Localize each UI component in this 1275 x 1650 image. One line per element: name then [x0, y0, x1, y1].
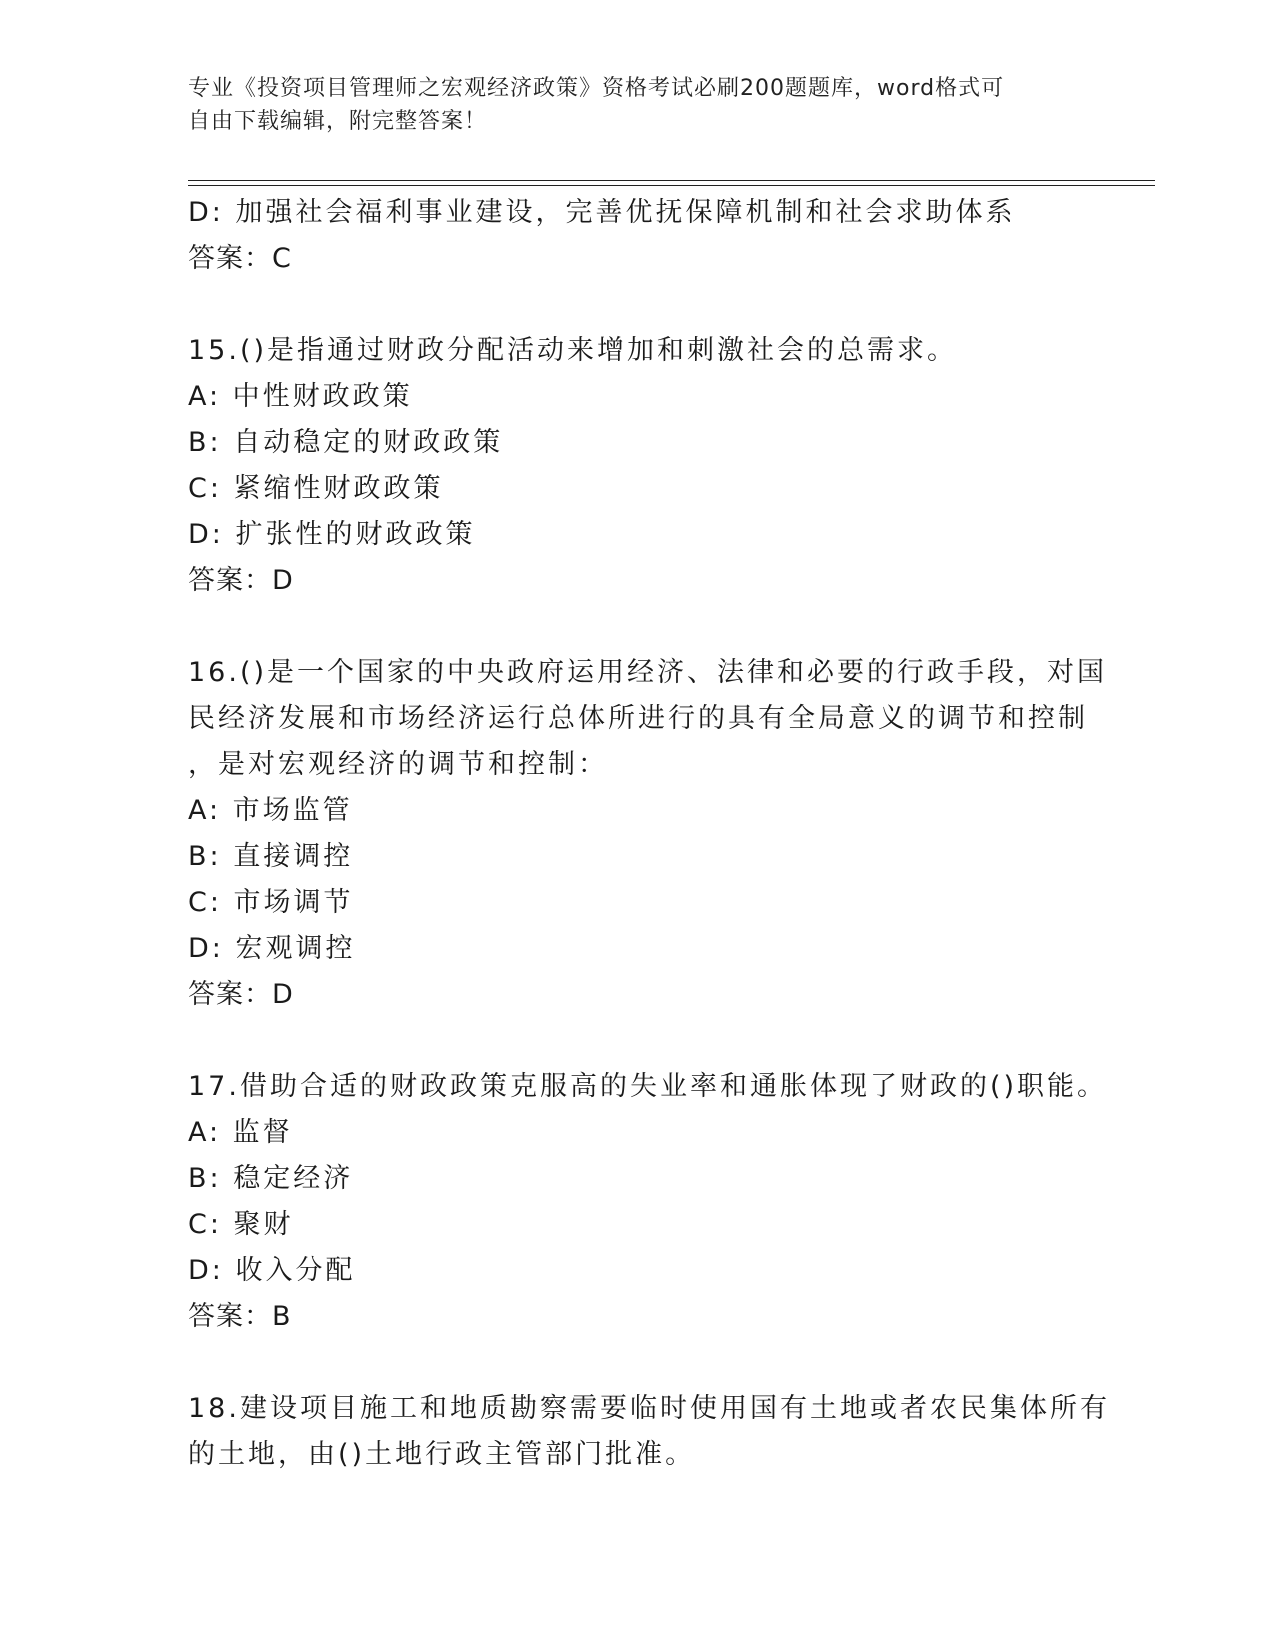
question-stem-line-2: 民经济发展和市场经济运行总体所进行的具有全局意义的调节和控制 [188, 703, 1088, 734]
option-c: C: 紧缩性财政政策 [188, 473, 444, 504]
header-line-1: 专业《投资项目管理师之宏观经济政策》资格考试必刷200题题库，word格式可 [188, 76, 1005, 101]
option-b: B: 自动稳定的财政政策 [188, 427, 504, 458]
question-stem-line-1: 18.建设项目施工和地质勘察需要临时使用国有土地或者农民集体所有 [188, 1393, 1110, 1424]
header-rule-bottom [188, 185, 1155, 186]
spacer [188, 1340, 1088, 1386]
question-15 [188, 328, 1088, 604]
page-header [188, 72, 1088, 138]
question-17 [188, 1064, 1108, 1340]
answer: 答案：B [188, 1301, 292, 1332]
question-stem: 17.借助合适的财政政策克服高的失业率和通胀体现了财政的()职能。 [188, 1071, 1108, 1102]
header-line-2: 自由下载编辑，附完整答案！ [188, 109, 488, 134]
spacer [188, 1018, 1088, 1064]
option-b: B: 直接调控 [188, 841, 354, 872]
prev-option-d: D: 加强社会福利事业建设，完善优抚保障机制和社会求助体系 [188, 197, 1016, 228]
spacer [188, 282, 1088, 328]
answer: 答案：D [188, 979, 294, 1010]
prev-answer: 答案：C [188, 243, 292, 274]
option-d: D: 扩张性的财政政策 [188, 519, 476, 550]
question-stem-line-3: ，是对宏观经济的调节和控制： [188, 749, 608, 780]
header-rule-top [188, 180, 1155, 181]
question-18 [188, 1386, 1110, 1478]
question-stem-line-1: 16.()是一个国家的中央政府运用经济、法律和必要的行政手段，对国 [188, 657, 1108, 688]
option-a: A: 监督 [188, 1117, 293, 1148]
option-d: D: 宏观调控 [188, 933, 356, 964]
answer: 答案：D [188, 565, 294, 596]
question-stem-line-2: 的土地，由()土地行政主管部门批准。 [188, 1439, 696, 1470]
question-stem: 15.()是指通过财政分配活动来增加和刺激社会的总需求。 [188, 335, 958, 366]
question-16 [188, 650, 1108, 1018]
option-a: A: 市场监管 [188, 795, 353, 826]
option-c: C: 聚财 [188, 1209, 294, 1240]
option-b: B: 稳定经济 [188, 1163, 354, 1194]
option-c: C: 市场调节 [188, 887, 354, 918]
spacer [188, 604, 1088, 650]
option-d: D: 收入分配 [188, 1255, 356, 1286]
option-a: A: 中性财政政策 [188, 381, 413, 412]
document-body [188, 190, 1110, 1478]
